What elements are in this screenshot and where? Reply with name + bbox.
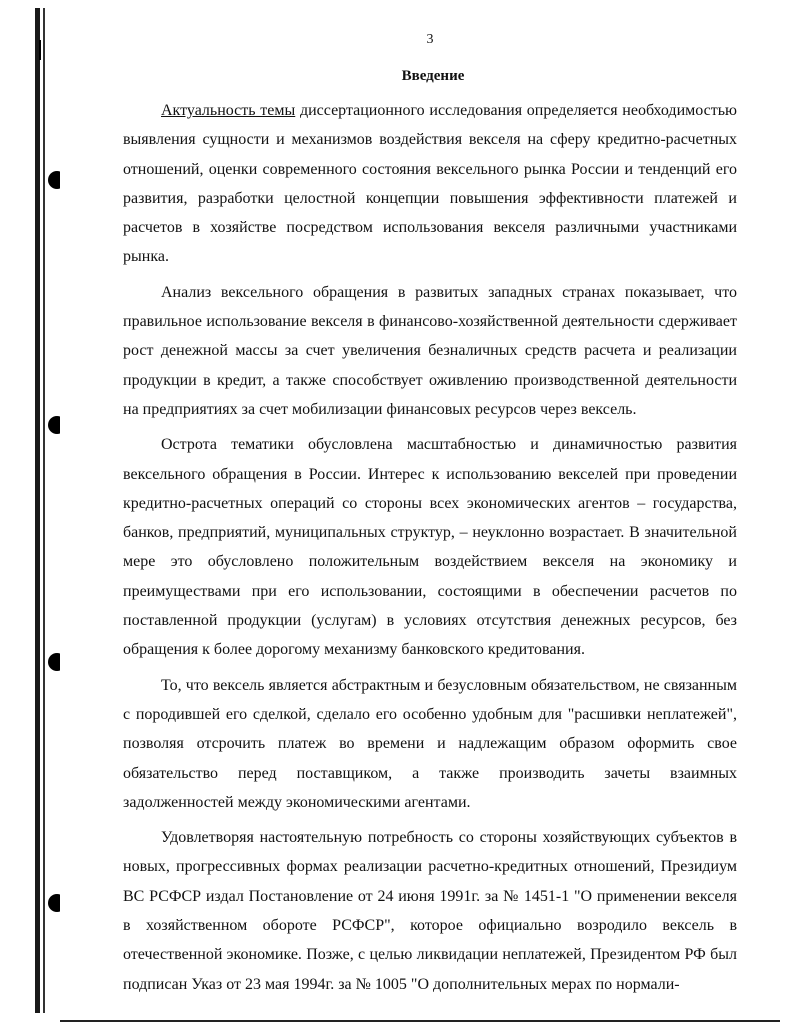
binder-hole: [48, 653, 60, 671]
scan-bottom-edge: [60, 1020, 780, 1022]
paragraph: Удовлетворяя настоятельную потребность со стороны хозяйствующих субъектов в новых, прогрессивных формах реализации расчетно-кредитных отношений, Президиум ВС РСФСР издал Постановление от 24 июня 1991г. за № 1451-1 "О применении векселя в хозяйственном обороте РСФСР", которое официально возродило вексель в отечественной экономике. Позже, с целью ликвидации неплатежей, Президентом РФ был подписан Указ от 23 мая 1994г. за № 1005 "О дополнительных мерах по нормали-: [123, 829, 737, 993]
paragraph: То, что вексель является абстрактным и безусловным обязательством, не связанным с породившей его сделкой, сделало его особенно удобным для "расшивки неплатежей", позволяя отсрочить платеж во времени и надлежащим образом оформить свое обязательство перед поставщиком, а также производить зачеты взаимных задолженностей между экономическими агентами.: [123, 676, 737, 811]
binder-hole: [48, 416, 60, 434]
paragraph: Анализ вексельного обращения в развитых западных странах показывает, что правильное использование векселя в финансово-хозяйственной деятельности сдерживает рост денежной массы за счет увеличения безналичных средств расчета и реализации продукции в кредит, а также способствует оживлению производственной деятельности на предприятиях за счет мобилизации финансовых ресурсов через вексель.: [123, 283, 737, 418]
section-title: Введение: [401, 68, 465, 84]
scan-binding-edge: [0, 0, 60, 1030]
body-text: [123, 96, 737, 1005]
paragraph: Острота тематики обусловлена масштабностью и динамичностью развития вексельного обращения в России. Интерес к использованию векселей при проведении кредитно-расчетных операций со стороны всех экономических агентов – государства, банков, предприятий, муниципальных структур, – неуклонно возрастает. В значительной мере это обусловлено положительным воздействием векселя на экономику и преимуществами при его использовании, состоящими в обеспечении расчетов по поставленной продукции (услугам) в условиях отсутствия денежных ресурсов, без обращения к более дорогому механизму банковского кредитования.: [123, 436, 737, 659]
topic-relevance-lead: Актуальность темы: [161, 102, 296, 119]
paragraph: Актуальность темы диссертационного исследования определяется необходимостью выявления сущности и механизмов воздействия векселя на сферу кредитно-расчетных отношений, оценки современного состояния вексельного рынка России и тенденций его развития, разработки целостной концепции повышения эффективности платежей и расчетов в хозяйстве посредством использования векселя различными участниками рынка.: [123, 102, 738, 266]
page-number: 3: [426, 32, 434, 47]
binder-hole: [48, 171, 60, 189]
binder-hole: [48, 894, 60, 912]
